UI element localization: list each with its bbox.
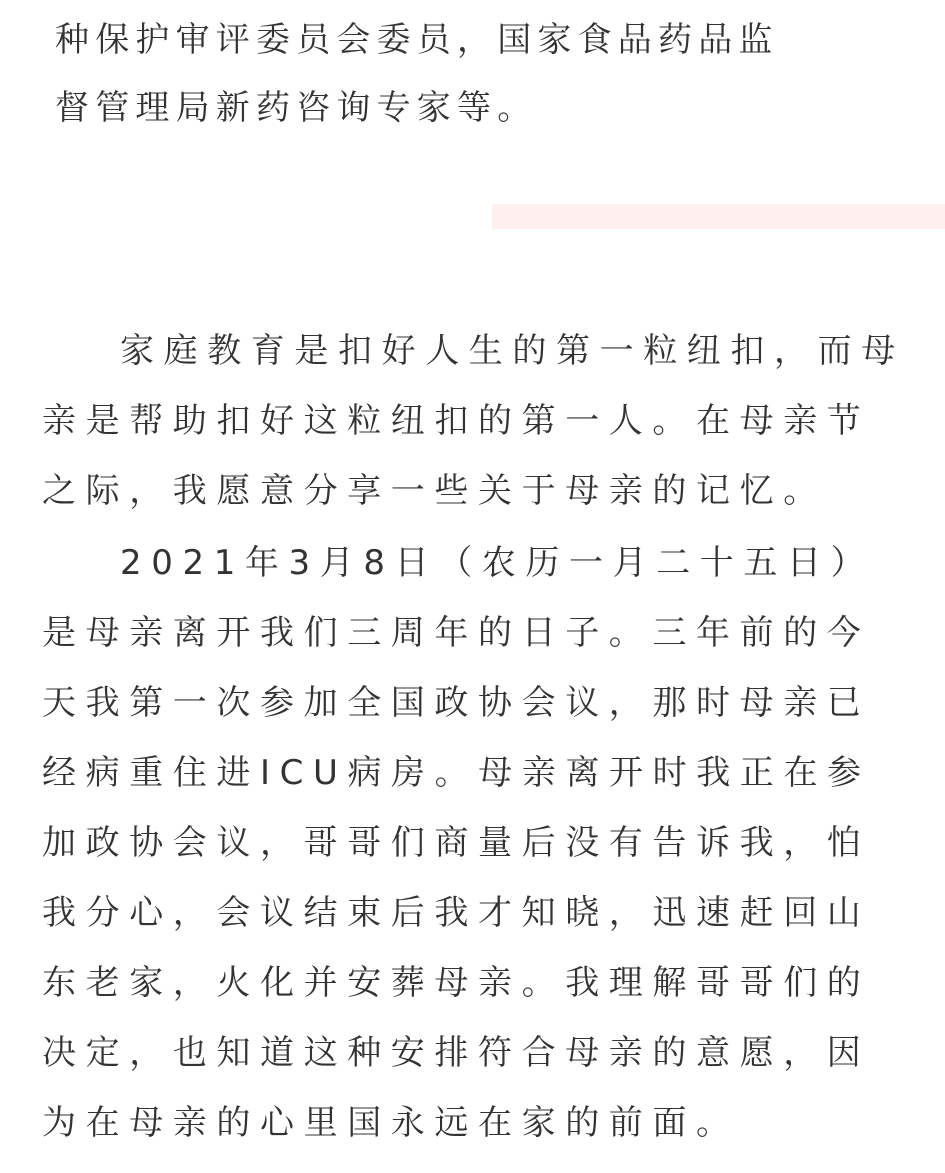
section-divider-bar bbox=[492, 204, 945, 229]
article-body bbox=[42, 316, 912, 1160]
bio-tail-line-1: 种保护审评委员会委员，国家食品药品监 bbox=[55, 20, 779, 60]
article-paragraph-2: 2021年3月8日（农历一月二十五日）是母亲离开我们三周年的日子。三年前的今天我第一次参加全国政协会议，那时母亲已经病重住进ICU病房。母亲离开时我正在参加政协会议，哥哥们商量后没有告诉我，怕我分心，会议结束后我才知晓，迅速赶回山东老家，火化并安葬母亲。我理解哥哥们的决定，也知道这种安排符合母亲的意愿，因为在母亲的心里国永远在家的前面。 bbox=[42, 543, 875, 1143]
bio-tail-line-2: 督管理局新药咨询专家等。 bbox=[55, 88, 538, 128]
bio-tail-text bbox=[55, 6, 905, 142]
article-paragraph-1: 家庭教育是扣好人生的第一粒纽扣，而母亲是帮助扣好这粒纽扣的第一人。在母亲节之际，我愿意分享一些关于母亲的记忆。 bbox=[42, 331, 905, 511]
